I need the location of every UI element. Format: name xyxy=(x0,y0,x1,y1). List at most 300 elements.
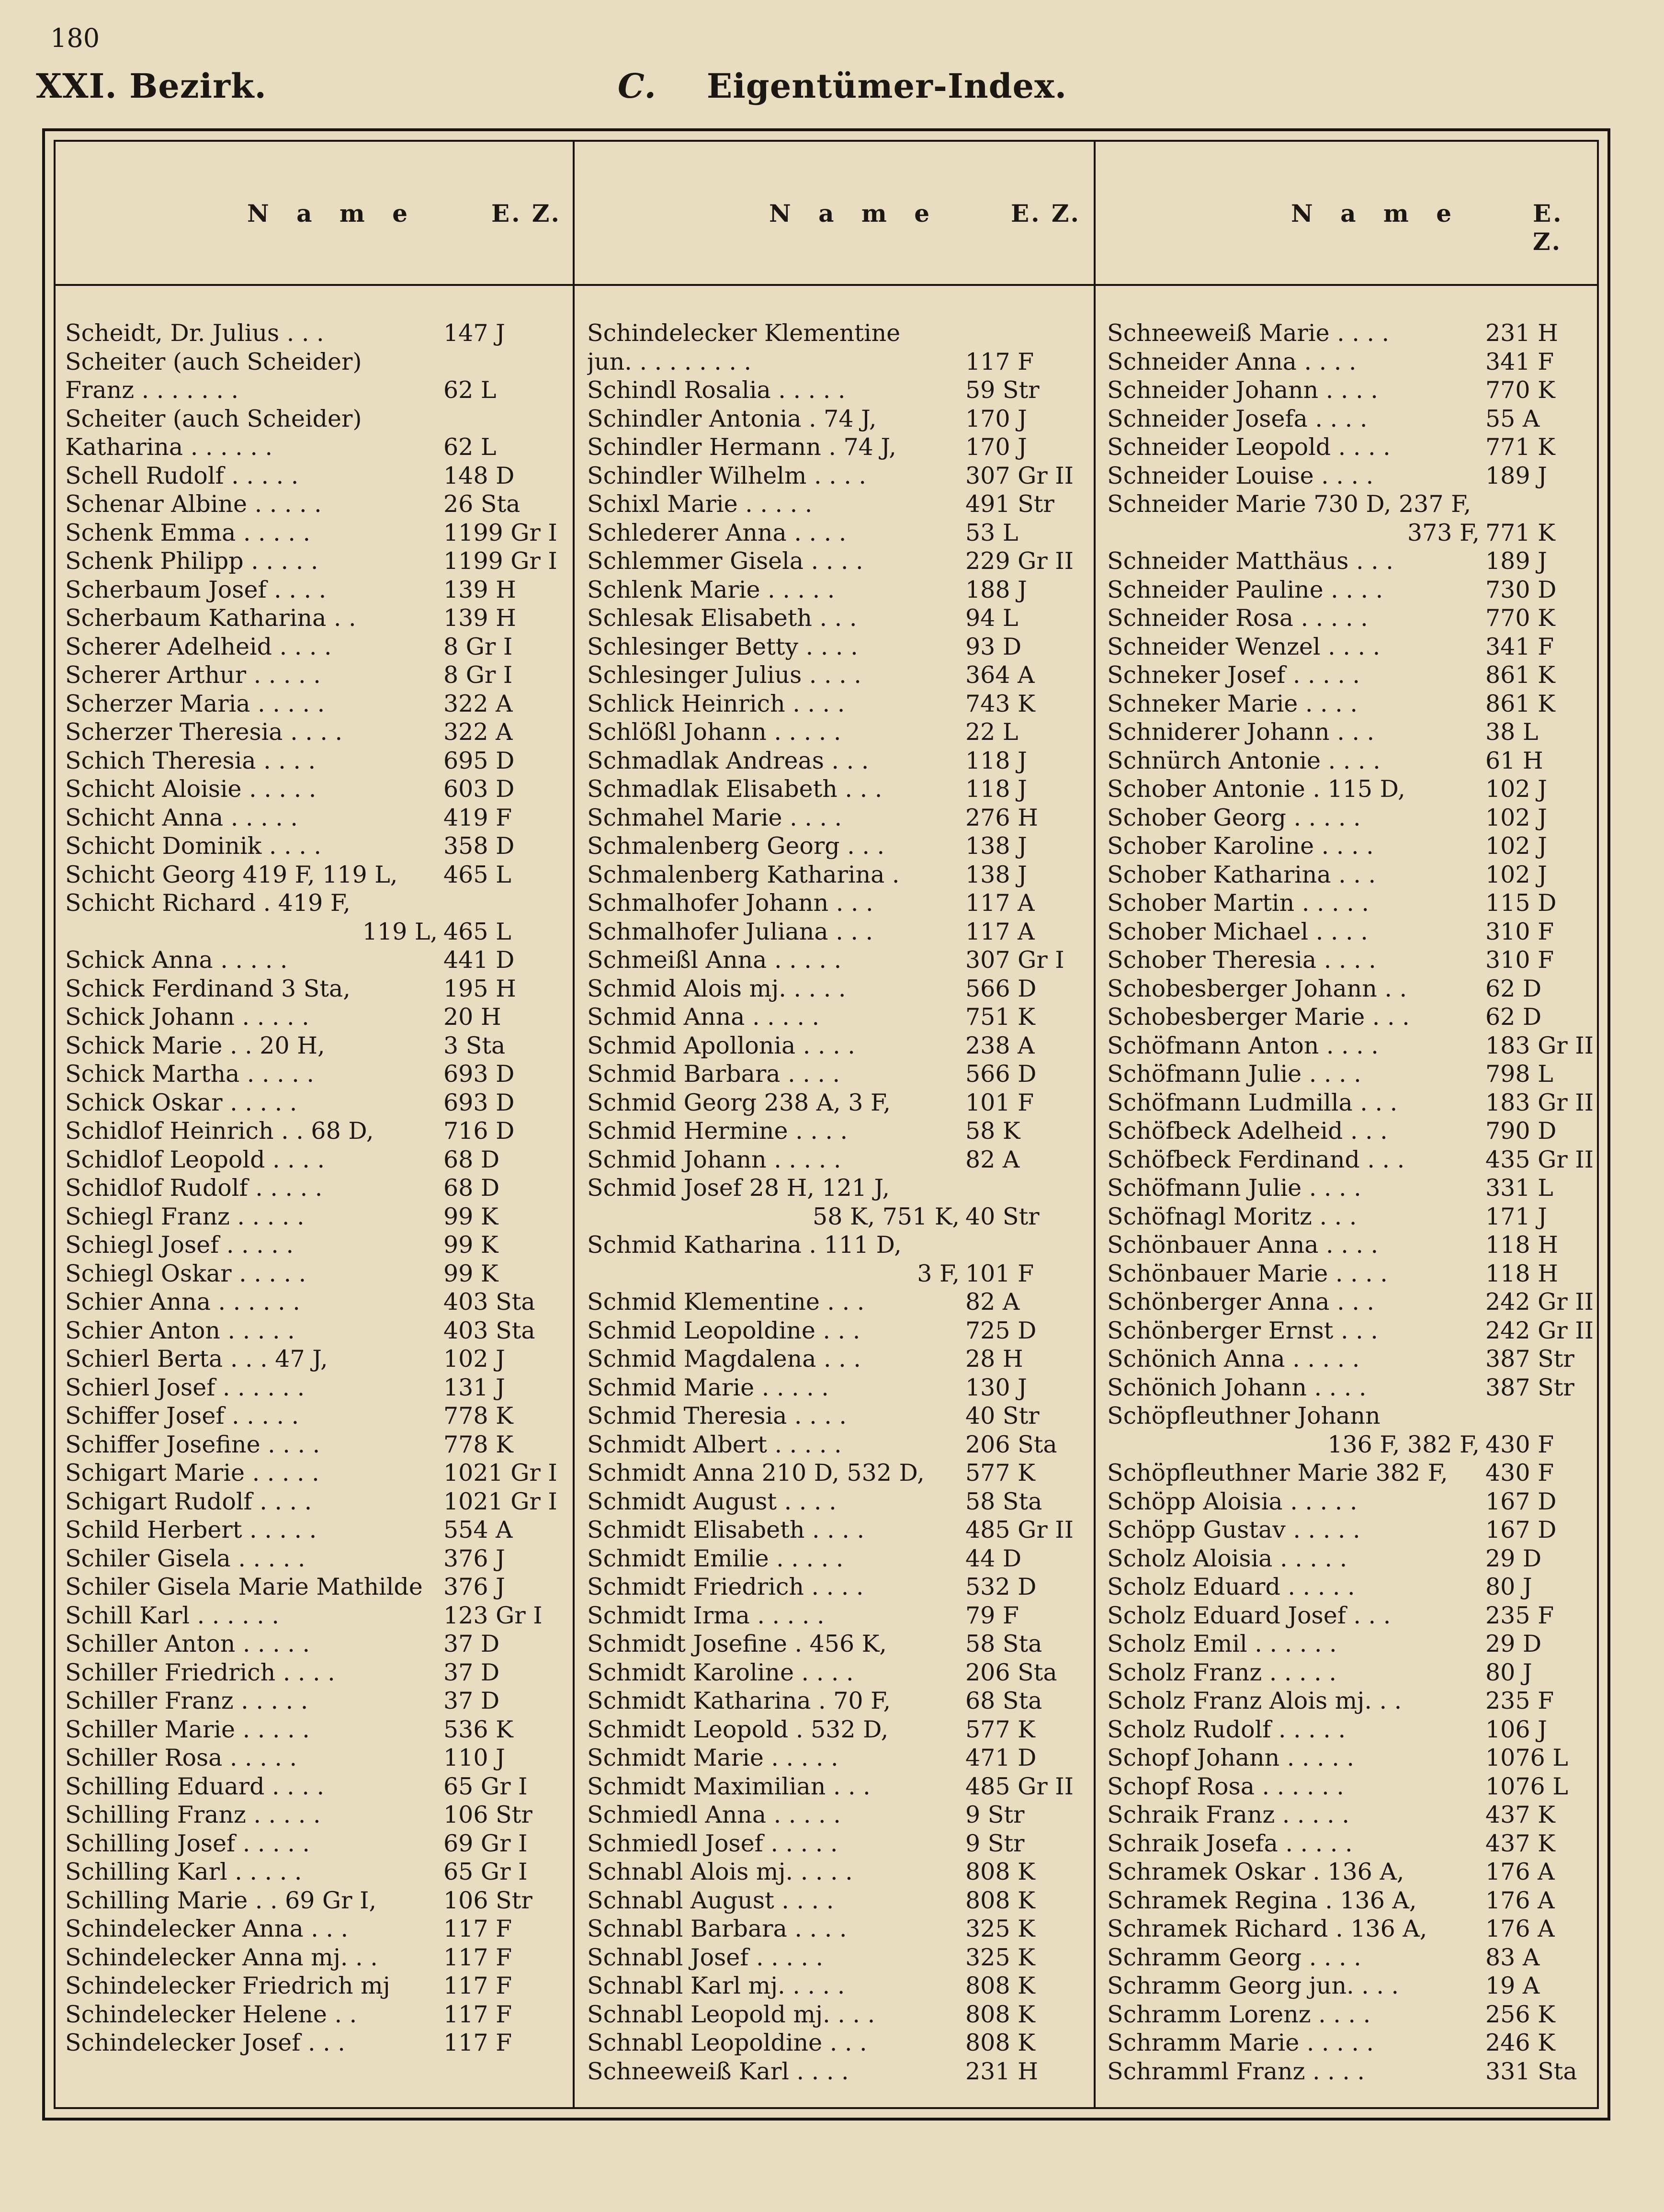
entry-ez: 325 K xyxy=(965,1915,1035,1942)
index-entry xyxy=(65,1345,563,1373)
index-entry xyxy=(587,775,1085,804)
index-entry xyxy=(1107,1715,1605,1744)
entry-ez: 29 D xyxy=(1485,1544,1542,1572)
entry-name: Schierl Josef . . . . . . xyxy=(65,1373,305,1401)
entry-ez: 235 F xyxy=(1485,1601,1554,1629)
entry-ez: 101 F xyxy=(965,1259,1034,1287)
entry-name: Schöfmann Anton . . . . xyxy=(1107,1032,1379,1059)
index-entry xyxy=(587,319,1085,348)
entry-name: Schicht Dominik . . . . xyxy=(65,832,321,860)
index-entry xyxy=(587,975,1085,1003)
index-entry xyxy=(65,1459,563,1487)
entry-name: Schnabl August . . . . xyxy=(587,1886,834,1914)
index-entry xyxy=(65,1573,563,1601)
entry-ez: 139 H xyxy=(443,604,516,632)
entry-name: Schigart Marie . . . . . xyxy=(65,1459,319,1486)
entry-ez: 770 K xyxy=(1485,376,1555,404)
entry-name: Scherbaum Katharina . . xyxy=(65,604,356,632)
index-entry xyxy=(65,832,563,861)
entry-name: Katharina . . . . . . xyxy=(65,433,273,461)
entry-ez: 29 D xyxy=(1485,1630,1542,1657)
entry-ez: 53 L xyxy=(965,519,1019,546)
entry-ez: 242 Gr II xyxy=(1485,1288,1594,1316)
index-entry xyxy=(587,1117,1085,1146)
entry-ez: 307 Gr II xyxy=(965,462,1074,489)
entry-name: Schiegl Oskar . . . . . xyxy=(65,1259,306,1287)
entry-ez: 743 K xyxy=(965,690,1035,717)
index-entry xyxy=(65,1174,563,1202)
entry-ez: 37 D xyxy=(443,1658,500,1686)
header-rule xyxy=(56,284,1597,286)
index-entry xyxy=(65,1516,563,1544)
entry-name: Schmadlak Andreas . . . xyxy=(587,747,869,774)
index-entry xyxy=(65,633,563,661)
entry-ez: 117 F xyxy=(443,2000,512,2028)
entry-name: Schmid Magdalena . . . xyxy=(587,1345,861,1373)
index-entry xyxy=(1107,775,1605,804)
index-entry xyxy=(65,1316,563,1345)
entry-name: Schobesberger Johann . . xyxy=(1107,975,1407,1002)
index-entry xyxy=(1107,1259,1605,1288)
entry-name: Schmidt Karoline . . . . xyxy=(587,1658,854,1686)
entry-name: Schöfbeck Ferdinand . . . xyxy=(1107,1146,1405,1173)
entry-ez: 242 Gr II xyxy=(1485,1316,1594,1344)
entry-name: Schicht Richard . 419 F, xyxy=(65,889,351,917)
entry-ez: 577 K xyxy=(965,1715,1035,1743)
entry-ez: 117 F xyxy=(443,2029,512,2056)
index-entry xyxy=(65,1915,563,1943)
entry-name: Schramek Regina . 136 A, xyxy=(1107,1886,1417,1914)
index-entry xyxy=(1107,1089,1605,1117)
index-entry xyxy=(587,547,1085,576)
entry-name: Schenk Emma . . . . . xyxy=(65,519,311,546)
entry-name: Schilling Karl . . . . . xyxy=(65,1858,302,1885)
entry-name: Scheiter (auch Scheider) xyxy=(65,405,362,432)
entry-ez: 40 Str xyxy=(965,1402,1040,1429)
entry-name: Schramek Oskar . 136 A, xyxy=(1107,1858,1404,1885)
entry-name: Schnabl Leopold mj. . . . xyxy=(587,2000,875,2028)
entry-name: Schmidt Maximilian . . . xyxy=(587,1772,871,1800)
entry-name: Schnabl Alois mj. . . . . xyxy=(587,1858,853,1885)
entry-ez: 110 J xyxy=(443,1744,505,1771)
entry-name: Schigart Rudolf . . . . xyxy=(65,1487,312,1515)
entry-ez: 117 A xyxy=(965,918,1035,945)
entry-ez: 123 Gr I xyxy=(443,1601,543,1629)
entry-name: Schober Theresia . . . . xyxy=(1107,946,1376,974)
index-entry xyxy=(65,319,563,348)
index-entry xyxy=(587,633,1085,661)
index-entry xyxy=(1107,490,1605,519)
index-entry xyxy=(65,1601,563,1630)
entry-ez: 235 F xyxy=(1485,1687,1554,1714)
entry-ez: 577 K xyxy=(965,1459,1035,1486)
entry-ez: 790 D xyxy=(1485,1117,1557,1145)
index-entry xyxy=(65,1772,563,1801)
entry-name: Schober Antonie . 115 D, xyxy=(1107,775,1405,803)
index-entry xyxy=(587,2000,1085,2029)
entry-name: Schmidt Leopold . 532 D, xyxy=(587,1715,889,1743)
index-entry xyxy=(1107,1288,1605,1316)
entry-ez: 603 D xyxy=(443,775,515,803)
entry-ez: 206 Sta xyxy=(965,1430,1057,1458)
entry-ez: 58 Sta xyxy=(965,1630,1042,1657)
section-title: Eigentümer-Index. xyxy=(706,66,1067,106)
entry-ez: 808 K xyxy=(965,1858,1035,1885)
index-entry xyxy=(1107,319,1605,348)
index-entry xyxy=(65,1687,563,1715)
entry-ez: 358 D xyxy=(443,832,515,860)
entry-ez: 28 H xyxy=(965,1345,1023,1373)
entry-name: Schiller Rosa . . . . . xyxy=(65,1744,297,1771)
entry-ez: 798 L xyxy=(1485,1060,1553,1088)
index-entry xyxy=(1107,1032,1605,1060)
entry-name: Schmidt Emilie . . . . . xyxy=(587,1544,844,1572)
entry-ez: 9 Str xyxy=(965,1801,1025,1828)
entry-name: Schneider Louise . . . . xyxy=(1107,462,1374,489)
entry-ez: 22 L xyxy=(965,718,1019,746)
entry-name: Scholz Emil . . . . . . xyxy=(1107,1630,1337,1657)
entry-ez: 441 D xyxy=(443,946,515,974)
index-entry xyxy=(587,747,1085,775)
index-entry xyxy=(587,405,1085,433)
entry-name: Schönbauer Anna . . . . xyxy=(1107,1231,1379,1259)
index-entry xyxy=(1107,433,1605,462)
index-entry xyxy=(1107,1146,1605,1174)
entry-name: Schlesak Elisabeth . . . xyxy=(587,604,857,632)
entry-ez: 229 Gr II xyxy=(965,547,1074,575)
entry-ez: 725 D xyxy=(965,1316,1037,1344)
index-entry xyxy=(65,1943,563,1972)
entry-name: Schindelecker Friedrich mj xyxy=(65,1972,390,1999)
index-entry xyxy=(1107,1858,1605,1886)
entry-ez: 808 K xyxy=(965,2000,1035,2028)
index-entry xyxy=(587,1032,1085,1060)
entry-name: Schindl Rosalia . . . . . xyxy=(587,376,846,404)
entry-name: Schlößl Johann . . . . . xyxy=(587,718,841,746)
entry-ez: 38 L xyxy=(1485,718,1539,746)
entry-ez: 117 A xyxy=(965,889,1035,917)
index-entry xyxy=(1107,1829,1605,1858)
entry-ez: 8 Gr I xyxy=(443,633,513,660)
index-entry xyxy=(587,1687,1085,1715)
entry-ez: 40 Str xyxy=(965,1202,1040,1230)
index-entry xyxy=(65,1373,563,1402)
entry-ez: 491 Str xyxy=(965,490,1054,518)
index-entry xyxy=(1107,918,1605,946)
index-entry xyxy=(587,1202,1085,1231)
index-entry xyxy=(65,1060,563,1089)
index-entry xyxy=(587,1772,1085,1801)
index-entry xyxy=(587,690,1085,718)
entry-ez: 69 Gr I xyxy=(443,1829,528,1857)
index-entry xyxy=(587,433,1085,462)
entry-ez: 19 A xyxy=(1485,1972,1540,1999)
index-entry xyxy=(1107,604,1605,633)
entry-name: Schmid Hermine . . . . xyxy=(587,1117,848,1145)
index-entry xyxy=(1107,1345,1605,1373)
entry-name: Schmid Marie . . . . . xyxy=(587,1373,829,1401)
entry-ez: 118 H xyxy=(1485,1259,1558,1287)
index-entry xyxy=(65,1487,563,1516)
entry-name: Schramm Georg . . . . xyxy=(1107,1943,1361,1971)
section-header xyxy=(618,66,1067,106)
entry-ez: 331 L xyxy=(1485,1174,1553,1202)
column-divider xyxy=(573,142,575,2107)
entry-ez: 437 K xyxy=(1485,1801,1555,1828)
entry-ez: 1076 L xyxy=(1485,1744,1568,1771)
index-entry xyxy=(587,1829,1085,1858)
entry-ez: 58 Sta xyxy=(965,1487,1042,1515)
entry-ez: 554 A xyxy=(443,1516,513,1543)
index-entry xyxy=(65,775,563,804)
entry-name: Schier Anna . . . . . . xyxy=(65,1288,300,1316)
index-entry xyxy=(65,975,563,1003)
entry-name: Schixl Marie . . . . . xyxy=(587,490,813,518)
entry-ez: 435 Gr II xyxy=(1485,1146,1594,1173)
index-entry xyxy=(65,804,563,832)
entry-name: Schneeweiß Marie . . . . xyxy=(1107,319,1390,347)
entry-ez: 37 D xyxy=(443,1687,500,1714)
index-entry xyxy=(1107,348,1605,376)
entry-ez: 115 D xyxy=(1485,889,1557,917)
column-header-name: N a m e xyxy=(247,199,418,227)
index-entry xyxy=(587,1430,1085,1459)
index-entry xyxy=(1107,861,1605,889)
index-entry xyxy=(65,547,563,576)
entry-ez: 62 L xyxy=(443,433,497,461)
index-entry xyxy=(65,1231,563,1259)
index-entry xyxy=(1107,1316,1605,1345)
entry-ez: 364 A xyxy=(965,661,1035,689)
entry-name: Schnabl Josef . . . . . xyxy=(587,1943,824,1971)
index-entry xyxy=(65,1288,563,1316)
entry-name: Scholz Franz Alois mj. . . xyxy=(1107,1687,1402,1714)
entry-name: Schmalenberg Georg . . . xyxy=(587,832,885,860)
index-entry xyxy=(1107,1459,1605,1487)
entry-ez: 106 J xyxy=(1485,1715,1547,1743)
index-entry xyxy=(1107,633,1605,661)
entry-ez: 387 Str xyxy=(1485,1345,1574,1373)
index-entry xyxy=(65,2029,563,2057)
entry-name: Schöfmann Ludmilla . . . xyxy=(1107,1089,1398,1116)
index-entry xyxy=(65,348,563,376)
index-entry xyxy=(1107,889,1605,918)
index-entry xyxy=(587,1858,1085,1886)
entry-ez: 771 K xyxy=(1485,433,1555,461)
index-entry xyxy=(1107,1687,1605,1715)
entry-name: Schneider Wenzel . . . . xyxy=(1107,633,1381,660)
entry-ez: 101 F xyxy=(965,1089,1034,1116)
entry-name: Schick Oskar . . . . . xyxy=(65,1089,297,1116)
index-entry xyxy=(587,1943,1085,1972)
entry-ez: 170 J xyxy=(965,433,1027,461)
index-entry xyxy=(587,804,1085,832)
entry-ez: 310 F xyxy=(1485,918,1554,945)
entry-name: Schiler Gisela Marie Mathilde xyxy=(65,1573,423,1600)
index-entry xyxy=(65,433,563,462)
entry-ez: 138 J xyxy=(965,861,1027,888)
entry-ez: 8 Gr I xyxy=(443,661,513,689)
entry-ez: 148 D xyxy=(443,462,515,489)
entry-name: Schilling Franz . . . . . xyxy=(65,1801,321,1828)
entry-ez: 471 D xyxy=(965,1744,1037,1771)
index-entry xyxy=(1107,1174,1605,1202)
entry-name: Schmid Theresia . . . . xyxy=(587,1402,847,1429)
index-column-2 xyxy=(587,319,1085,2086)
entry-name: Schneeweiß Karl . . . . xyxy=(587,2057,849,2085)
index-entry xyxy=(587,1886,1085,1915)
index-entry xyxy=(1107,376,1605,405)
entry-ez: 117 F xyxy=(443,1915,512,1942)
index-entry xyxy=(587,1146,1085,1174)
entry-name: Schiller Friedrich . . . . xyxy=(65,1658,335,1686)
entry-name: Schneker Josef . . . . . xyxy=(1107,661,1360,689)
entry-ez: 102 J xyxy=(1485,832,1547,860)
entry-name: Schöpp Aloisia . . . . . xyxy=(1107,1487,1358,1515)
index-entry xyxy=(1107,1801,1605,1829)
entry-name: Schopf Johann . . . . . xyxy=(1107,1744,1354,1771)
entry-ez: 485 Gr II xyxy=(965,1772,1074,1800)
entry-name: Schiegl Josef . . . . . xyxy=(65,1231,294,1259)
entry-ez: 183 Gr II xyxy=(1485,1032,1594,1059)
entry-name: Schindler Hermann . 74 J, xyxy=(587,433,896,461)
entry-name: Schindelecker Josef . . . xyxy=(65,2029,345,2056)
entry-name: Schier Anton . . . . . xyxy=(65,1316,295,1344)
index-entry xyxy=(1107,747,1605,775)
entry-name: Schramml Franz . . . . xyxy=(1107,2057,1365,2085)
entry-ez: 55 A xyxy=(1485,405,1540,432)
index-entry xyxy=(587,1972,1085,2000)
entry-name: Schönberger Ernst . . . xyxy=(1107,1316,1378,1344)
entry-name: Schlesinger Julius . . . . xyxy=(587,661,861,689)
index-entry xyxy=(587,1801,1085,1829)
index-entry xyxy=(587,861,1085,889)
index-table-frame xyxy=(42,128,1610,2121)
index-table xyxy=(54,140,1599,2109)
entry-ez: 117 F xyxy=(443,1972,512,1999)
index-entry xyxy=(587,1089,1085,1117)
entry-name: Schnürch Antonie . . . . xyxy=(1107,747,1381,774)
index-entry xyxy=(1107,1972,1605,2000)
entry-name: Schnabl Leopoldine . . . xyxy=(587,2029,867,2056)
entry-ez: 130 J xyxy=(965,1373,1027,1401)
entry-ez: 231 H xyxy=(965,2057,1038,2085)
entry-ez: 430 F xyxy=(1485,1459,1554,1486)
entry-ez: 61 H xyxy=(1485,747,1543,774)
entry-ez: 183 Gr II xyxy=(1485,1089,1594,1116)
entry-ez: 170 J xyxy=(965,405,1027,432)
entry-name: Schidlof Leopold . . . . xyxy=(65,1146,325,1173)
entry-ez: 536 K xyxy=(443,1715,513,1743)
entry-ez: 44 D xyxy=(965,1544,1022,1572)
index-entry xyxy=(587,519,1085,547)
entry-ez: 167 D xyxy=(1485,1516,1557,1543)
entry-name: Schmidt Anna 210 D, 532 D, xyxy=(587,1459,925,1486)
index-entry xyxy=(65,490,563,519)
entry-ez: 419 F xyxy=(443,804,512,831)
entry-ez: 102 J xyxy=(1485,861,1547,888)
index-entry xyxy=(65,1402,563,1430)
entry-name: 373 F, xyxy=(1407,519,1480,546)
entry-name: Scherbaum Josef . . . . xyxy=(65,576,327,603)
index-entry xyxy=(65,1886,563,1915)
entry-name: Schramm Lorenz . . . . xyxy=(1107,2000,1371,2028)
entry-name: Schober Katharina . . . xyxy=(1107,861,1376,888)
index-entry xyxy=(65,1003,563,1032)
index-entry xyxy=(1107,547,1605,576)
entry-ez: 376 J xyxy=(443,1544,505,1572)
entry-ez: 322 A xyxy=(443,718,513,746)
entry-ez: 102 J xyxy=(443,1345,505,1373)
entry-name: Schell Rudolf . . . . . xyxy=(65,462,299,489)
entry-name: Schmidt Katharina . 70 F, xyxy=(587,1687,891,1714)
index-entry xyxy=(65,1202,563,1231)
index-entry xyxy=(587,918,1085,946)
entry-ez: 307 Gr I xyxy=(965,946,1064,974)
index-entry xyxy=(65,889,563,918)
entry-ez: 189 J xyxy=(1485,462,1547,489)
index-entry xyxy=(1107,1117,1605,1146)
index-entry xyxy=(587,576,1085,604)
entry-name: Schönberger Anna . . . xyxy=(1107,1288,1374,1316)
entry-name: Schilling Marie . . 69 Gr I, xyxy=(65,1886,377,1914)
entry-name: Schmid Klementine . . . xyxy=(587,1288,865,1316)
index-entry xyxy=(1107,1487,1605,1516)
entry-ez: 437 K xyxy=(1485,1829,1555,1857)
column-header-name: N a m e xyxy=(1291,199,1461,227)
entry-name: Schneider Marie 730 D, 237 F, xyxy=(1107,490,1472,518)
entry-ez: 861 K xyxy=(1485,661,1555,689)
entry-name: Schindelecker Anna mj. . . xyxy=(65,1943,378,1971)
index-entry xyxy=(1107,832,1605,861)
index-entry xyxy=(1107,1573,1605,1601)
entry-name: Schiller Franz . . . . . xyxy=(65,1687,308,1714)
entry-ez: 171 J xyxy=(1485,1202,1547,1230)
entry-name: Schmiedl Anna . . . . . xyxy=(587,1801,841,1828)
entry-name: Schober Georg . . . . . xyxy=(1107,804,1361,831)
column-divider xyxy=(1094,142,1096,2107)
index-entry xyxy=(587,661,1085,690)
entry-ez: 118 H xyxy=(1485,1231,1558,1259)
entry-name: jun. . . . . . . . . xyxy=(587,348,752,375)
entry-name: Schnabl Karl mj. . . . . xyxy=(587,1972,845,1999)
entry-ez: 695 D xyxy=(443,747,515,774)
index-entry xyxy=(587,1487,1085,1516)
entry-name: Schneider Matthäus . . . xyxy=(1107,547,1393,575)
entry-ez: 82 A xyxy=(965,1288,1020,1316)
entry-name: Schlederer Anna . . . . xyxy=(587,519,847,546)
entry-ez: 167 D xyxy=(1485,1487,1557,1515)
index-entry xyxy=(587,1459,1085,1487)
index-entry xyxy=(587,1174,1085,1202)
entry-name: Schmid Anna . . . . . xyxy=(587,1003,820,1031)
index-entry xyxy=(587,1060,1085,1089)
entry-name: Schramm Marie . . . . . xyxy=(1107,2029,1374,2056)
index-entry xyxy=(587,718,1085,747)
entry-name: Schöfmann Julie . . . . xyxy=(1107,1174,1361,1202)
index-entry xyxy=(65,376,563,405)
index-entry xyxy=(65,1630,563,1658)
index-entry xyxy=(587,889,1085,918)
entry-name: Schmid Georg 238 A, 3 F, xyxy=(587,1089,891,1116)
entry-ez: 1199 Gr I xyxy=(443,519,557,546)
entry-ez: 341 F xyxy=(1485,633,1554,660)
entry-ez: 106 Str xyxy=(443,1801,532,1828)
entry-ez: 176 A xyxy=(1485,1915,1555,1942)
entry-name: Schmadlak Elisabeth . . . xyxy=(587,775,883,803)
entry-name: Schöpfleuthner Marie 382 F, xyxy=(1107,1459,1448,1486)
entry-name: Schlemmer Gisela . . . . xyxy=(587,547,863,575)
